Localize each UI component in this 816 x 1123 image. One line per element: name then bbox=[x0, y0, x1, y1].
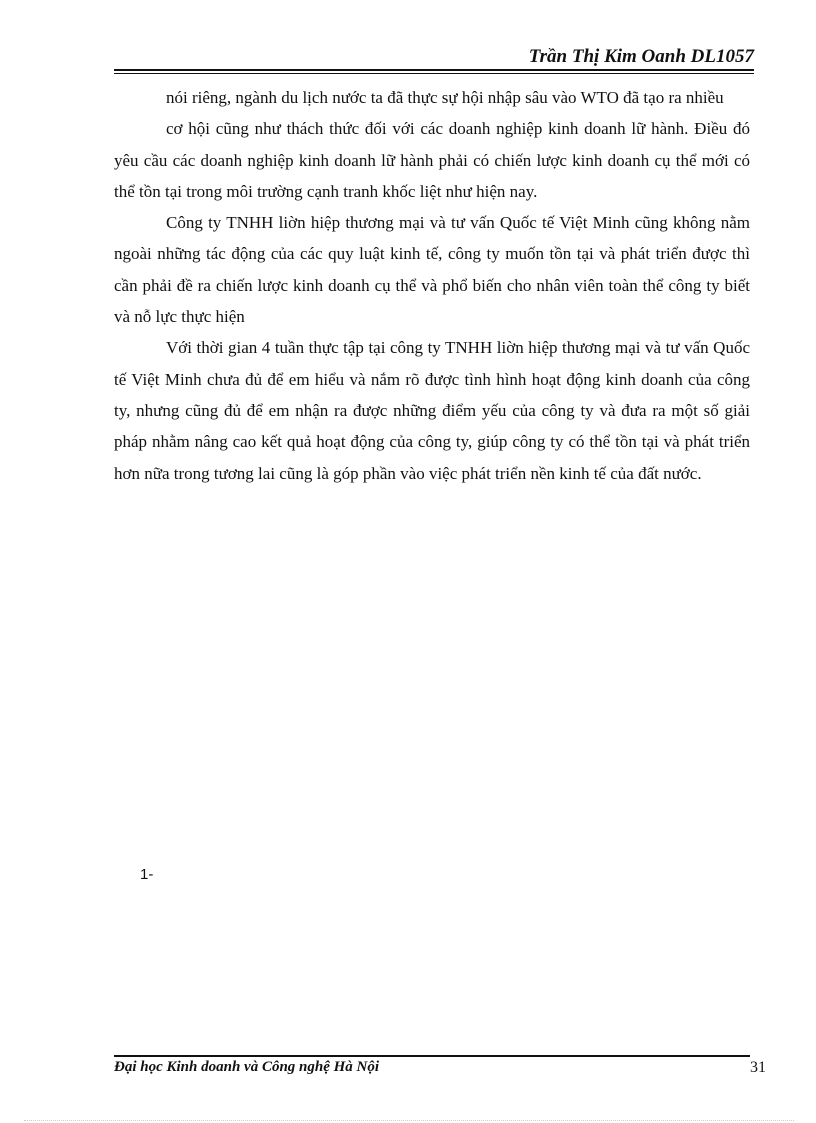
header-rule-thin bbox=[114, 73, 754, 74]
body-text bbox=[114, 82, 750, 489]
header-rule-thick bbox=[114, 69, 754, 71]
paragraph-4: Với thời gian 4 tuần thực tập tại công ty TNHH liờn hiệp thương mại và tư vấn Quốc tế Việt Minh chưa đủ để em hiểu và nắm rõ được tình hình hoạt động kinh doanh của công ty, nhưng cũng đủ để em nhận ra được những điểm yếu của công ty và đưa ra một số giải pháp nhằm nâng cao kết quả hoạt động của công ty, giúp công ty có thể tồn tại và phát triển hơn nữa trong tương lai cũng là góp phần vào việc phát triển nền kinh tế của đất nước. bbox=[114, 338, 750, 483]
header-author: Trần Thị Kim Oanh DL1057 bbox=[528, 46, 754, 67]
paragraph-3: Công ty TNHH liờn hiệp thương mại và tư vấn Quốc tế Việt Minh cũng không nằm ngoài những tác động của các quy luật kinh tế, công ty muốn tồn tại và phát triển được thì cần phải đề ra chiến lược kinh doanh cụ thể và phổ biến cho nhân viên toàn thể công ty biết và nỗ lực thực hiện bbox=[114, 213, 750, 327]
footer-school-name: Đại học Kinh doanh và Công nghệ Hà Nội bbox=[114, 1059, 380, 1075]
paragraph-2: cơ hội cũng như thách thức đối với các doanh nghiệp kinh doanh lữ hành. Điều đó yêu cầu các doanh nghiệp kinh doanh lữ hành phải có chiến lược kinh doanh cụ thể mới có thể tồn tại trong môi trường cạnh tranh khốc liệt như hiện nay. bbox=[114, 119, 750, 201]
paragraph-1: nói riêng, ngành du lịch nước ta đã thực sự hội nhập sâu vào WTO đã tạo ra nhiều bbox=[166, 88, 724, 107]
page-number: 31 bbox=[750, 1059, 766, 1076]
footnote-marker: 1- bbox=[140, 866, 154, 883]
page-edge-divider bbox=[24, 1120, 794, 1121]
footer-rule bbox=[114, 1055, 750, 1057]
